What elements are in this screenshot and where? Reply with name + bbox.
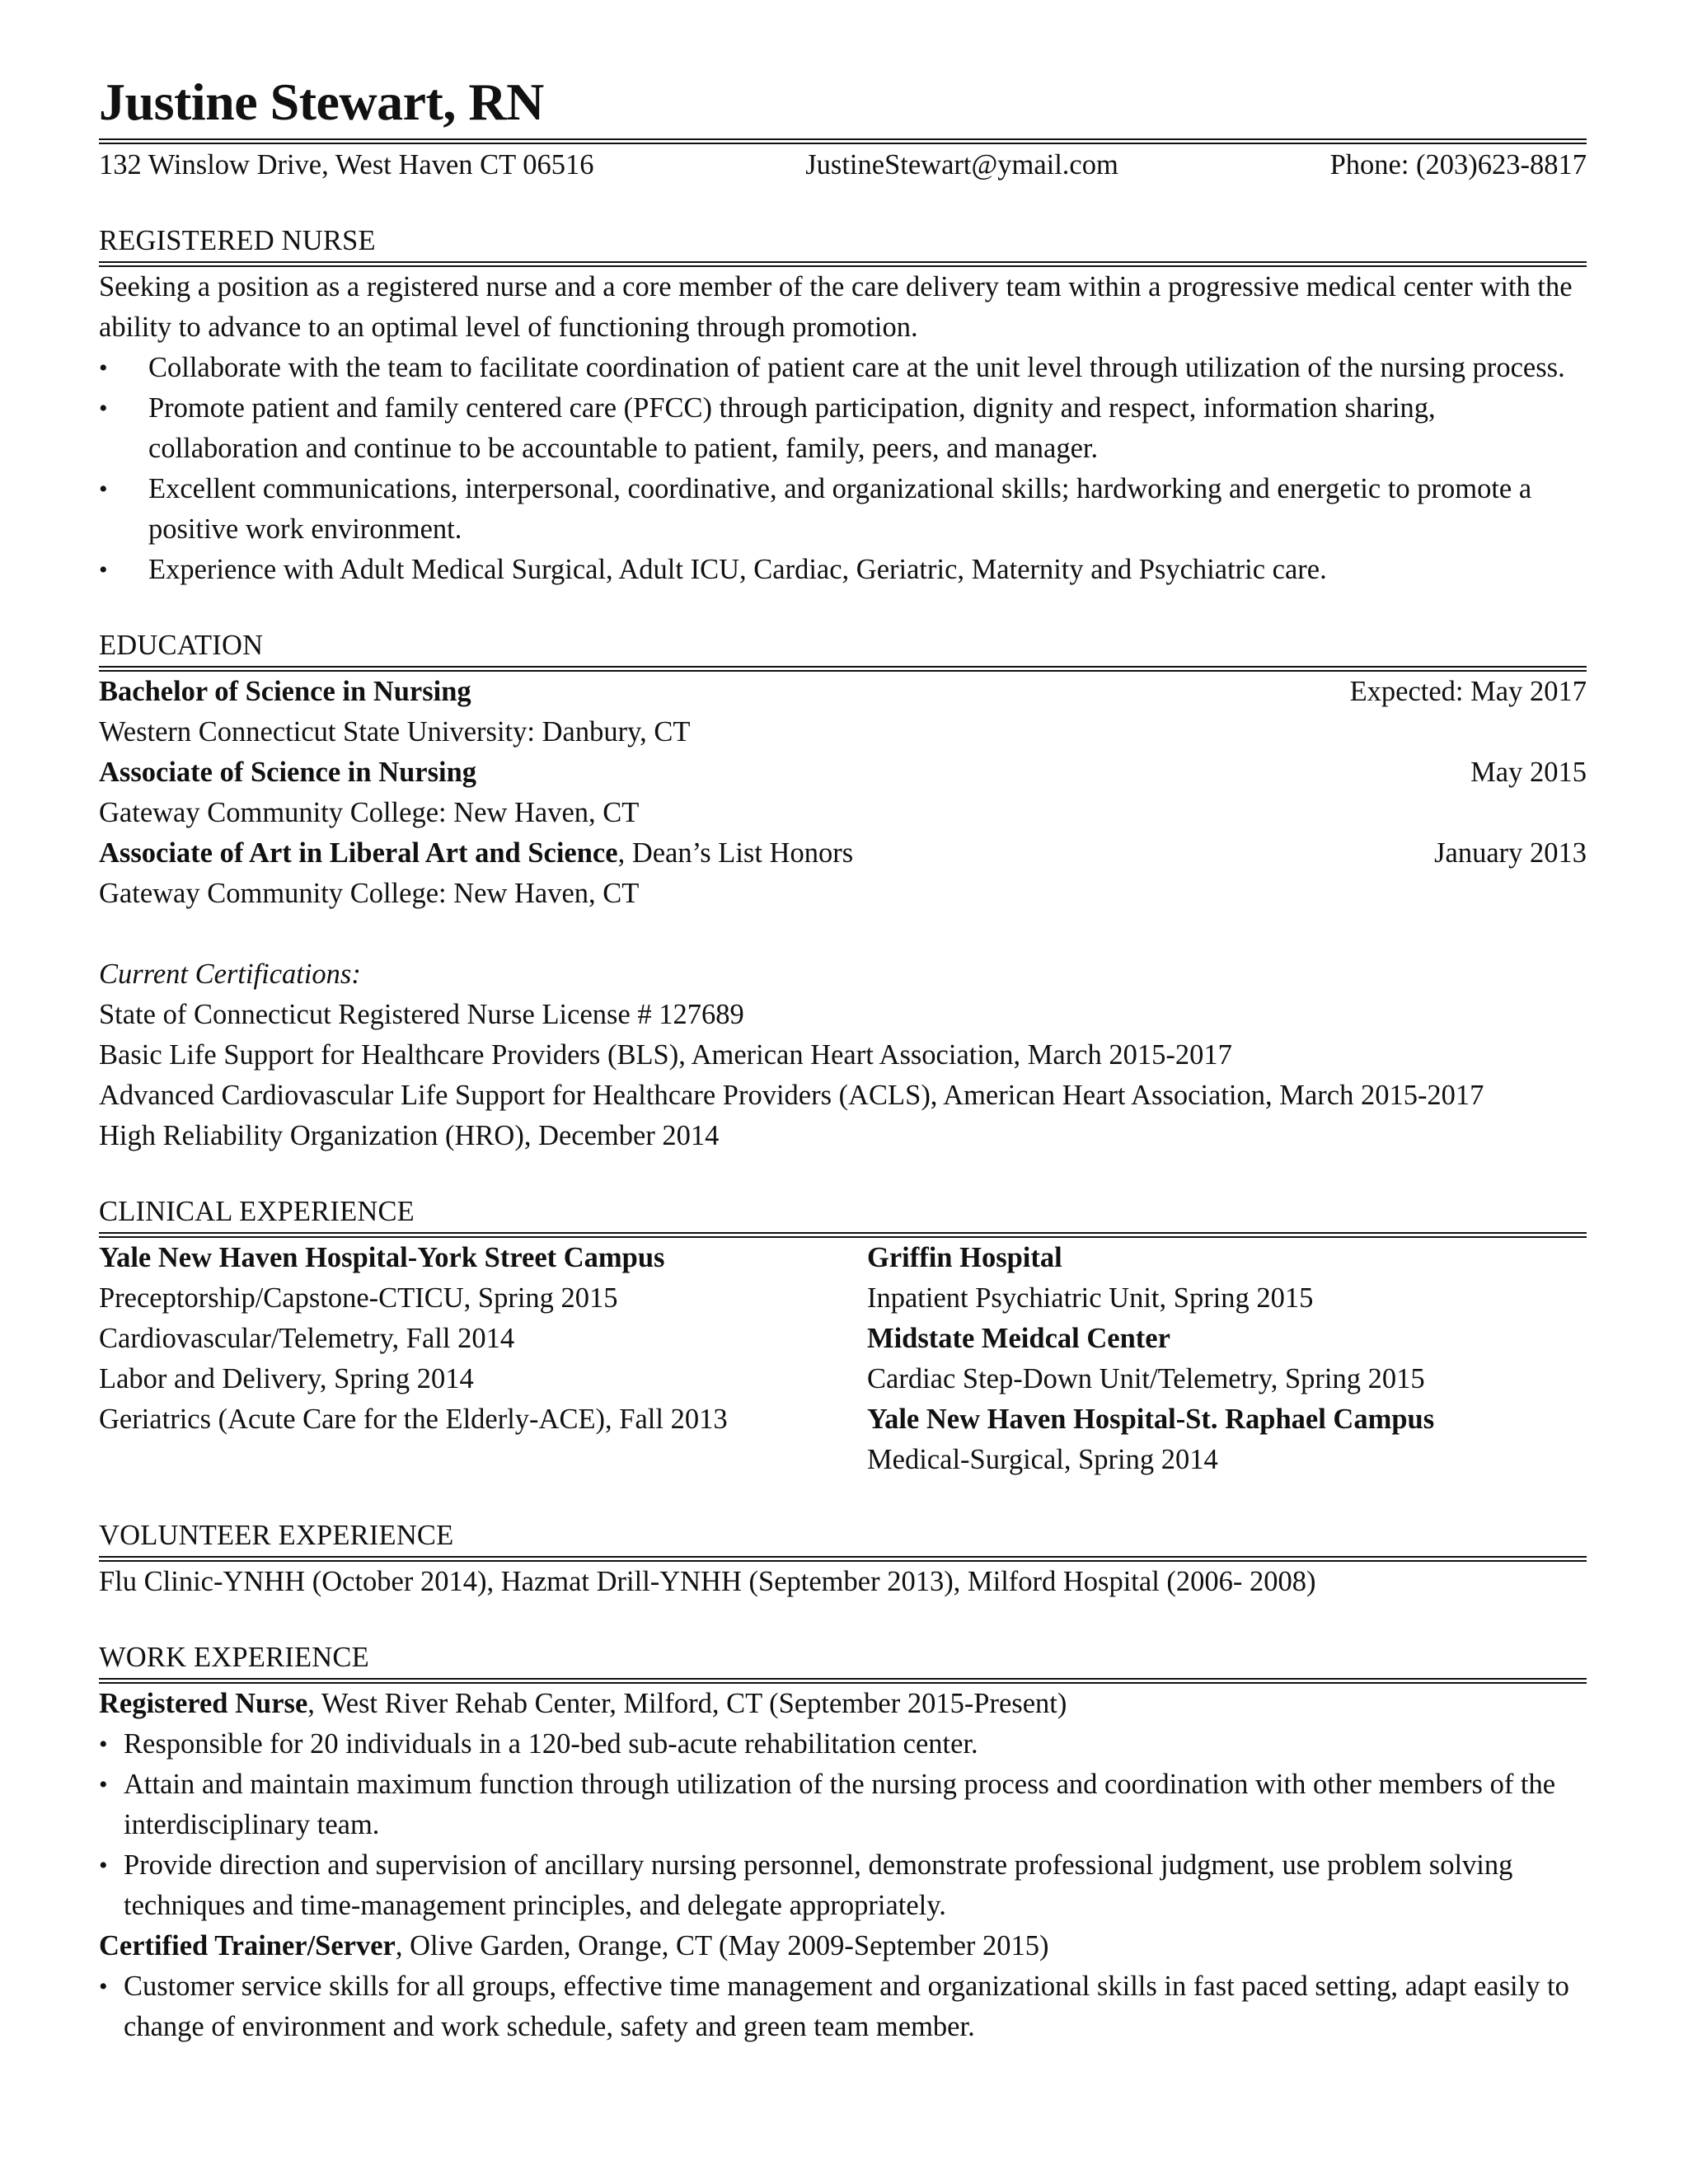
job-role: Registered Nurse bbox=[99, 1688, 308, 1719]
job-details: , Olive Garden, Orange, CT (May 2009-September 2015) bbox=[395, 1930, 1049, 1961]
section-divider bbox=[99, 666, 1587, 672]
job-bullet-list bbox=[99, 1966, 1587, 2047]
email-text: JustineStewart@ymail.com bbox=[805, 149, 1118, 180]
summary-bullet-list bbox=[99, 348, 1587, 590]
bullet-icon: • bbox=[99, 556, 108, 583]
bullet-icon: • bbox=[99, 1771, 108, 1798]
degree-name: Associate of Art in Liberal Art and Science bbox=[99, 837, 618, 869]
certification-item: State of Connecticut Registered Nurse License # 127689 bbox=[99, 999, 744, 1030]
certification-item: Basic Life Support for Healthcare Providers (BLS), American Heart Association, March 2015-2017 bbox=[99, 1039, 1232, 1071]
list-item-text: Promote patient and family centered care (PFCC) through participation, dignity and respect, information sharing, collaboration and continue to be accountable to patient, family, peers, and manager. bbox=[148, 392, 1436, 464]
job-role: Certified Trainer/Server bbox=[99, 1930, 396, 1961]
bullet-icon: • bbox=[99, 1731, 108, 1758]
rotation-item: Medical-Surgical, Spring 2014 bbox=[867, 1444, 1218, 1475]
school-name: Gateway Community College: New Haven, CT bbox=[99, 878, 640, 909]
school-name: Western Connecticut State University: Danbury, CT bbox=[99, 716, 691, 748]
section-title-volunteer-experience: VOLUNTEER EXPERIENCE bbox=[99, 1520, 454, 1551]
list-item-text: Customer service skills for all groups, effective time management and organizational skills in fast paced setting, adapt easily to change of environment and work schedule, safety and green team member. bbox=[124, 1971, 1569, 2042]
hospital-name: Yale New Haven Hospital-York Street Campus bbox=[99, 1242, 665, 1273]
section-title-education: EDUCATION bbox=[99, 630, 264, 661]
list-item bbox=[99, 388, 1587, 469]
list-item-text: Responsible for 20 individuals in a 120-bed sub-acute rehabilitation center. bbox=[124, 1728, 978, 1760]
list-item-text: Attain and maintain maximum function through utilization of the nursing process and coordination with other members of the interdisciplinary team. bbox=[124, 1769, 1556, 1840]
contact-line bbox=[99, 144, 1587, 185]
candidate-name: Justine Stewart, RN bbox=[99, 73, 544, 131]
bullet-icon: • bbox=[99, 1852, 108, 1879]
phone-text: Phone: (203)623-8817 bbox=[1329, 149, 1587, 180]
list-item bbox=[99, 1765, 1587, 1845]
degree-name: Bachelor of Science in Nursing bbox=[99, 676, 471, 707]
job-bullet-list bbox=[99, 1724, 1587, 1926]
hospital-name: Yale New Haven Hospital-St. Raphael Campus bbox=[867, 1404, 1435, 1435]
rotation-item: Cardiac Step-Down Unit/Telemetry, Spring 2015 bbox=[867, 1363, 1425, 1394]
hospital-name: Midstate Meidcal Center bbox=[867, 1323, 1170, 1354]
bullet-icon: • bbox=[99, 1973, 108, 2000]
section-title-work-experience: WORK EXPERIENCE bbox=[99, 1642, 369, 1673]
degree-date: January 2013 bbox=[1434, 837, 1587, 869]
degree-date: Expected: May 2017 bbox=[1349, 676, 1587, 707]
degree-entry bbox=[99, 833, 1587, 914]
degree-title-line bbox=[99, 833, 853, 874]
rotation-item: Inpatient Psychiatric Unit, Spring 2015 bbox=[867, 1282, 1314, 1314]
rotation-item: Preceptorship/Capstone-CTICU, Spring 2015 bbox=[99, 1282, 618, 1314]
bullet-icon: • bbox=[99, 476, 108, 503]
list-item-text: Experience with Adult Medical Surgical, Adult ICU, Cardiac, Geriatric, Maternity and Psychiatric care. bbox=[148, 554, 1327, 585]
degree-date: May 2015 bbox=[1470, 757, 1587, 788]
list-item-text: Collaborate with the team to facilitate coordination of patient care at the unit level through utilization of the nursing process. bbox=[148, 352, 1565, 383]
degree-entry bbox=[99, 752, 1587, 833]
clinical-columns bbox=[99, 1238, 1587, 1480]
list-item bbox=[99, 1845, 1587, 1926]
rotation-item: Geriatrics (Acute Care for the Elderly-ACE), Fall 2013 bbox=[99, 1404, 728, 1435]
certifications-title: Current Certifications: bbox=[99, 958, 361, 990]
degree-entry bbox=[99, 672, 1587, 752]
certification-item: Advanced Cardiovascular Life Support for Healthcare Providers (ACLS), American Heart Association, March 2015-2017 bbox=[99, 1080, 1484, 1111]
address-text: 132 Winslow Drive, West Haven CT 06516 bbox=[99, 149, 594, 180]
list-item bbox=[99, 550, 1587, 590]
bullet-icon: • bbox=[99, 395, 108, 422]
section-divider bbox=[99, 1232, 1587, 1238]
rotation-item: Labor and Delivery, Spring 2014 bbox=[99, 1363, 474, 1394]
list-item bbox=[99, 1724, 1587, 1765]
section-title-clinical-experience: CLINICAL EXPERIENCE bbox=[99, 1196, 415, 1227]
section-divider bbox=[99, 1556, 1587, 1562]
list-item-text: Excellent communications, interpersonal, coordinative, and organizational skills; hardworking and energetic to promote a positive work environment. bbox=[148, 473, 1532, 545]
header-divider bbox=[99, 138, 1587, 144]
job-details: , West River Rehab Center, Milford, CT (September 2015-Present) bbox=[307, 1688, 1067, 1719]
list-item bbox=[99, 1966, 1587, 2047]
job-title-line bbox=[99, 1926, 1587, 1966]
objective-text: Seeking a position as a registered nurse and a core member of the care delivery team within a progressive medical center with the ability to advance to an optimal level of functioning through promotion. bbox=[99, 271, 1573, 343]
section-divider bbox=[99, 1678, 1587, 1684]
job-entry bbox=[99, 1684, 1587, 1926]
list-item bbox=[99, 348, 1587, 388]
volunteer-text: Flu Clinic-YNHH (October 2014), Hazmat Drill-YNHH (September 2013), Milford Hospital (2006- 2008) bbox=[99, 1566, 1316, 1597]
school-name: Gateway Community College: New Haven, CT bbox=[99, 797, 640, 828]
clinical-right-column bbox=[867, 1238, 1587, 1480]
rotation-item: Cardiovascular/Telemetry, Fall 2014 bbox=[99, 1323, 515, 1354]
list-item bbox=[99, 469, 1587, 550]
degree-honors: , Dean’s List Honors bbox=[617, 837, 854, 869]
clinical-left-column bbox=[99, 1238, 867, 1480]
bullet-icon: • bbox=[99, 354, 108, 382]
resume-document bbox=[99, 66, 1587, 2047]
list-item-text: Provide direction and supervision of ancillary nursing personnel, demonstrate professional judgment, use problem solving techniques and time-management principles, and delegate appropriately. bbox=[124, 1849, 1513, 1921]
job-title-line bbox=[99, 1684, 1587, 1724]
degree-name: Associate of Science in Nursing bbox=[99, 757, 477, 788]
hospital-name: Griffin Hospital bbox=[867, 1242, 1062, 1273]
section-divider bbox=[99, 261, 1587, 267]
job-entry bbox=[99, 1926, 1587, 2047]
certification-item: High Reliability Organization (HRO), December 2014 bbox=[99, 1120, 720, 1151]
section-title-registered-nurse: REGISTERED NURSE bbox=[99, 225, 376, 256]
